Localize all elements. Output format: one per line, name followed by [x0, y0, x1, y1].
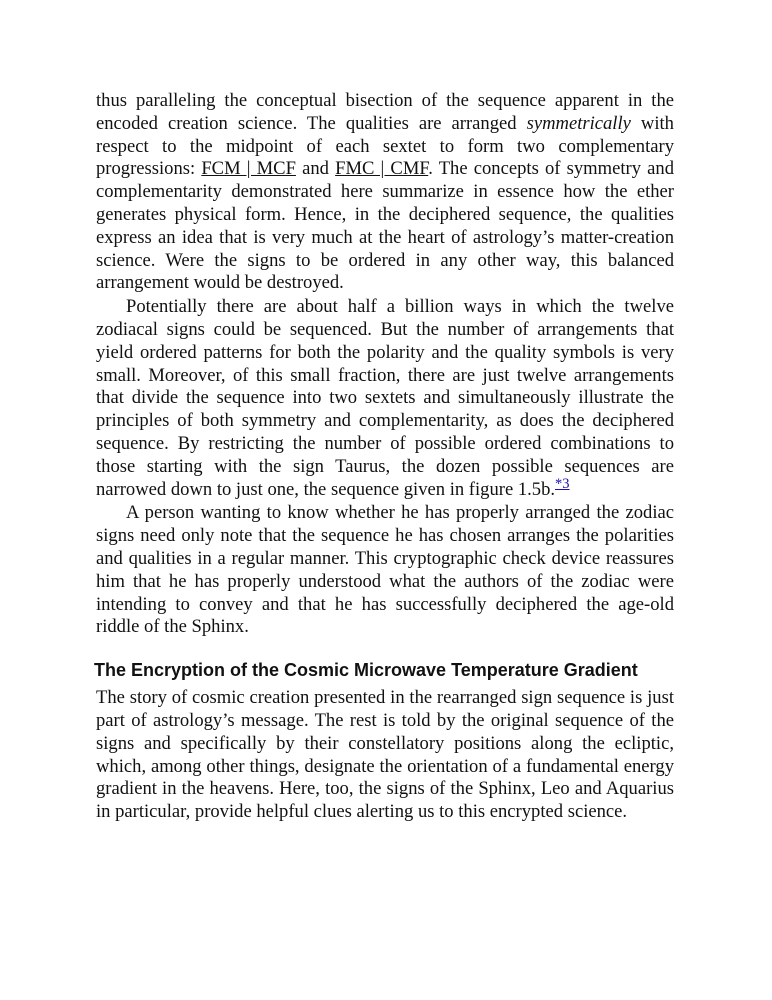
text-run: . The concepts of symmetry and complementarity demonstrated here summarize in essence how the ether generates physical form. Hence, in the deciphered sequence, the qualities express an idea that is very much at the heart of astrology’s matter-creation science. Were the signs to be ordered in any other way, this balanced arrangement would be destroyed.	[96, 158, 674, 294]
progression-fmc-cmf: FMC | CMF	[335, 158, 429, 180]
paragraph-sequences	[96, 296, 674, 501]
text-run: with respect to the midpoint of each sextet to form two complementary progressions:	[96, 112, 674, 180]
progression-fcm-mcf: FCM | MCF	[201, 158, 296, 180]
text-run: thus paralleling the conceptual bisection of the sequence apparent in the encoded creation science. The qualities are arranged	[96, 90, 674, 134]
footnote-link[interactable]: *3	[555, 475, 570, 492]
paragraph-check-device: A person wanting to know whether he has properly arranged the zodiac signs need only note that the sequence he has chosen arranges the polarities and qualities in a regular manner. This cryptographic check device reassures him that he has properly understood what the authors of the zodiac were intending to convey and that he has successfully deciphered the age-old riddle of the Sphinx.	[96, 502, 674, 638]
paragraph-encryption: The story of cosmic creation presented in the rearranged sign sequence is just part of astrology’s message. The rest is told by the original sequence of the signs and specifically by their constellatory positions along the ecliptic, which, among other things, designate the orientation of a fundamental energy gradient in the heavens. Here, too, the signs of the Sphinx, Leo and Aquarius in particular, provide helpful clues alerting us to this encrypted science.	[96, 687, 674, 823]
emphasis-symmetrically: symmetrically	[526, 112, 631, 134]
document-page	[96, 90, 674, 824]
paragraph-symmetry	[96, 90, 674, 295]
text-run: Potentially there are about half a billion ways in which the twelve zodiacal signs could be sequenced. But the number of arrangements that yield ordered patterns for both the polarity and the quality symbols is very small. Moreover, of this small fraction, there are just twelve arrangements that divide the sequence into two sextets and simultaneously illustrate the principles of both symmetry and complementarity, as does the deciphered sequence. By restricting the number of possible ordered combinations to those starting with the sign Taurus, the dozen possible sequences are narrowed down to just one, the sequence given in figure 1.5b.	[96, 296, 674, 500]
text-run: and	[295, 158, 336, 180]
section-heading: The Encryption of the Cosmic Microwave Temperature Gradient	[94, 660, 638, 681]
